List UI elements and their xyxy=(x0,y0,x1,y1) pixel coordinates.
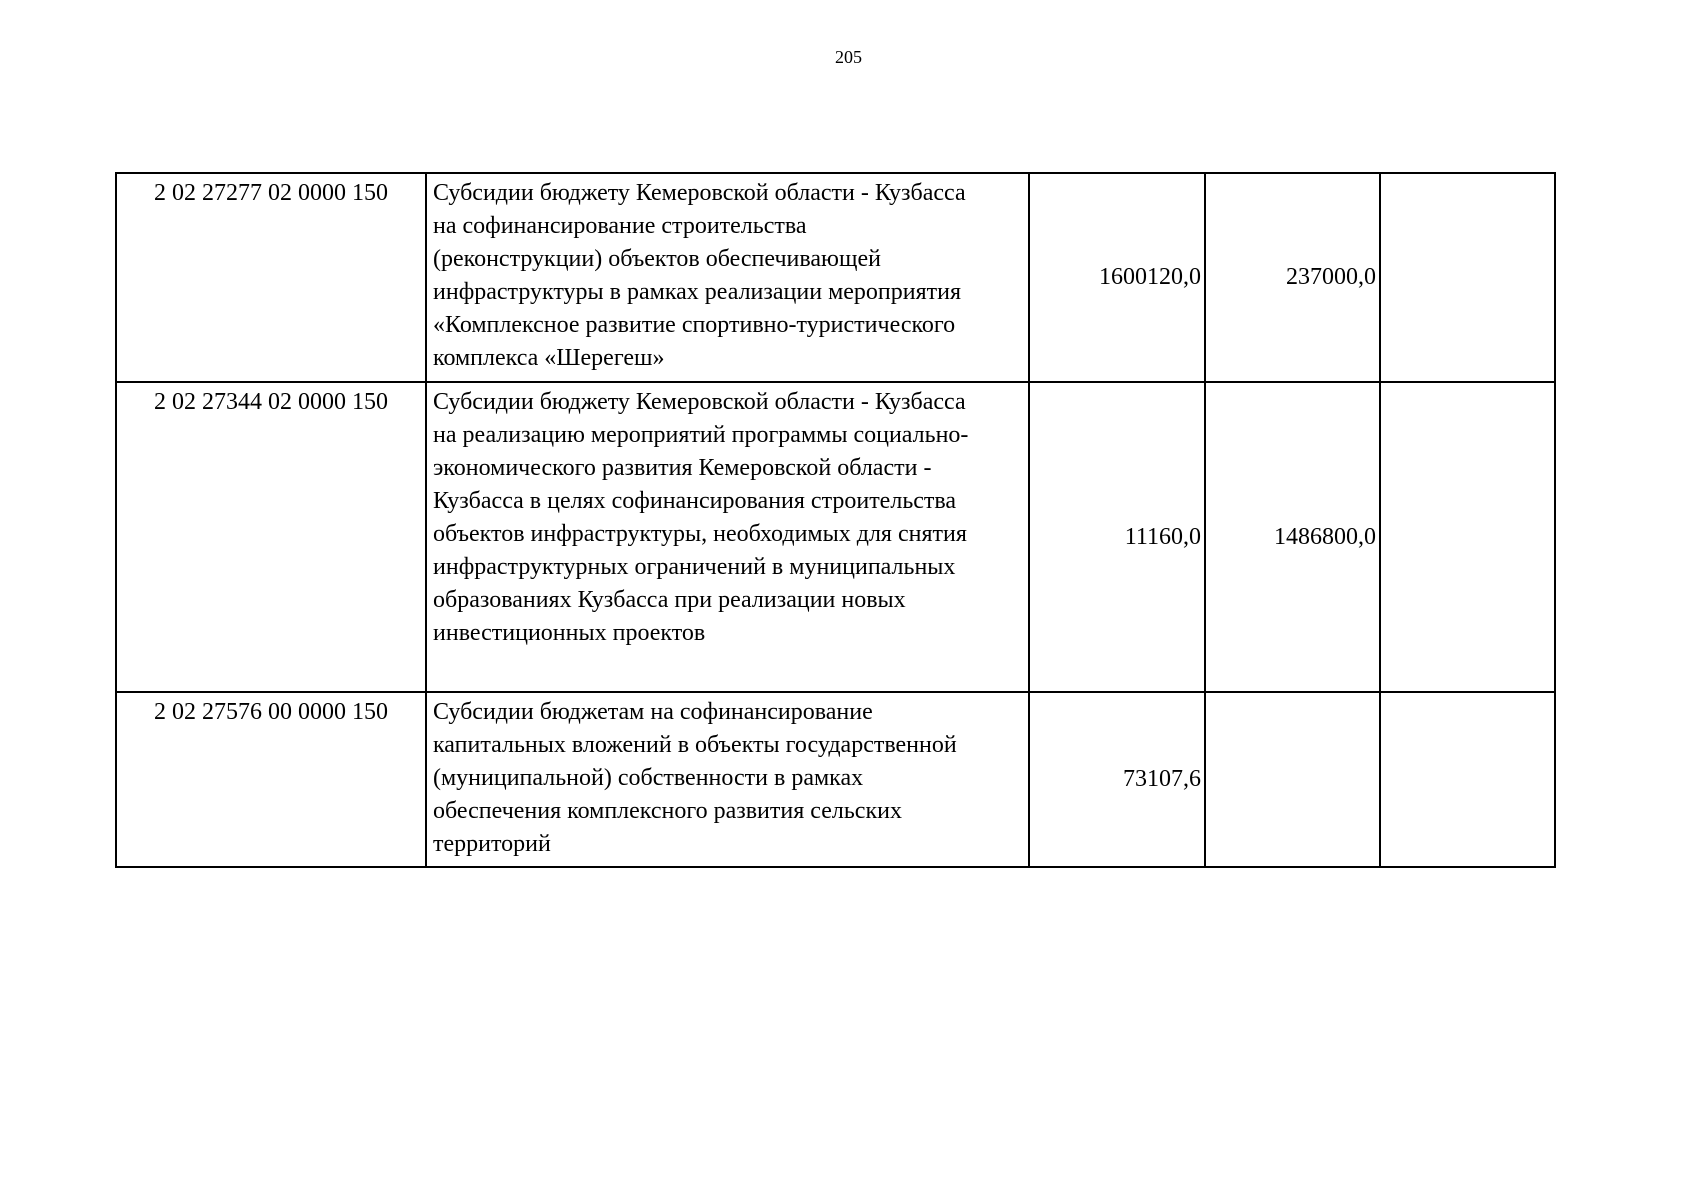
description-line: инфраструктуры в рамках реализации мероприятия xyxy=(433,279,961,305)
table-row xyxy=(116,173,1555,382)
table-row xyxy=(116,692,1555,867)
amount-cell-3 xyxy=(1380,382,1555,692)
description-cell xyxy=(426,692,1029,867)
revenue-code-cell: 2 02 27277 02 0000 150 xyxy=(116,173,426,382)
amount-cell-2: 1486800,0 xyxy=(1205,382,1380,692)
description-line: комплекса «Шерегеш» xyxy=(433,345,665,371)
amount-cell-1: 1600120,0 xyxy=(1029,173,1205,382)
description-line: (муниципальной) собственности в рамках xyxy=(433,765,864,791)
description-cell xyxy=(426,173,1029,382)
description-line: «Комплексное развитие спортивно-туристического xyxy=(433,312,956,338)
revenue-code-cell: 2 02 27576 00 0000 150 xyxy=(116,692,426,867)
description-line: обеспечения комплексного развития сельских xyxy=(433,798,902,824)
description-line: (реконструкции) объектов обеспечивающей xyxy=(433,246,881,272)
description-line: экономического развития Кемеровской области - xyxy=(433,455,932,481)
description-line: Субсидии бюджету Кемеровской области - Кузбасса xyxy=(433,180,966,206)
description-line: образованиях Кузбасса при реализации новых xyxy=(433,587,906,613)
description-line: на реализацию мероприятий программы социально- xyxy=(433,422,969,448)
description-line: объектов инфраструктуры, необходимых для снятия xyxy=(433,521,967,547)
description-line: Субсидии бюджету Кемеровской области - Кузбасса xyxy=(433,389,966,415)
description-cell xyxy=(426,382,1029,692)
description-line: капитальных вложений в объекты государственной xyxy=(433,732,957,758)
description-line: инфраструктурных ограничений в муниципальных xyxy=(433,554,956,580)
amount-cell-2 xyxy=(1205,692,1380,867)
amount-cell-1: 11160,0 xyxy=(1029,382,1205,692)
amount-cell-3 xyxy=(1380,692,1555,867)
description-line: инвестиционных проектов xyxy=(433,620,706,646)
revenue-code-cell: 2 02 27344 02 0000 150 xyxy=(116,382,426,692)
description-line: на софинансирование строительства xyxy=(433,213,807,239)
description-line: Субсидии бюджетам на софинансирование xyxy=(433,699,873,725)
budget-table xyxy=(115,172,1556,868)
description-line: Кузбасса в целях софинансирования строительства xyxy=(433,488,957,514)
page-number: 205 xyxy=(835,47,862,67)
description-line: территорий xyxy=(433,831,551,857)
amount-cell-2: 237000,0 xyxy=(1205,173,1380,382)
amount-cell-3 xyxy=(1380,173,1555,382)
table-row xyxy=(116,382,1555,692)
amount-cell-1: 73107,6 xyxy=(1029,692,1205,867)
